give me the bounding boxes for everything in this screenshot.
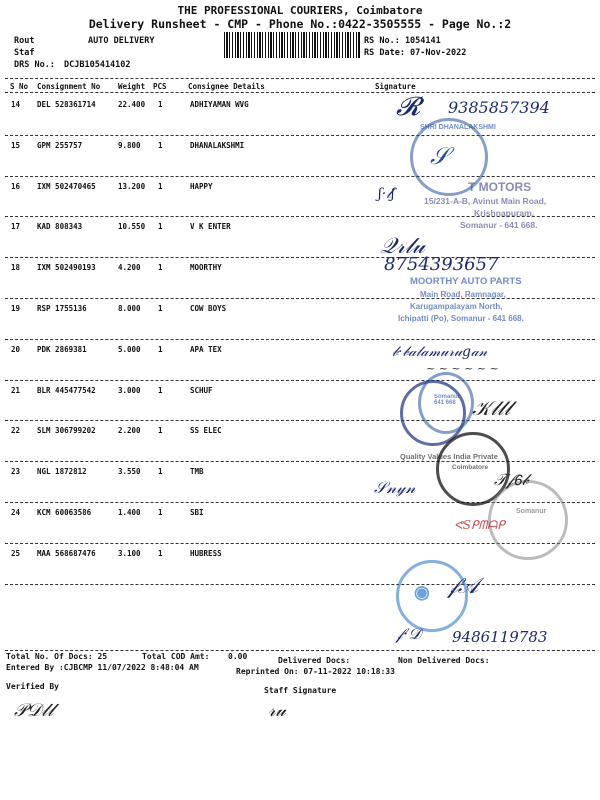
row-weight: 3.000: [118, 385, 141, 395]
col-sno: S No: [10, 82, 29, 91]
route-value: AUTO DELIVERY: [88, 36, 155, 46]
row-weight: 3.100: [118, 548, 141, 558]
col-signature: Signature: [375, 82, 416, 91]
signature-scribble-19b: ~ ~ ~ ~ ~ ~: [426, 362, 499, 375]
row-pcs: 1: [158, 426, 163, 436]
stamp-moorthy-line1: MOORTHY AUTO PARTS: [410, 276, 522, 287]
row-consignment-no: DEL 528361714: [37, 100, 96, 109]
row-sno: 21: [11, 385, 21, 395]
row-sno: 25: [11, 548, 21, 558]
verified-by-label: Verified By: [6, 682, 59, 691]
row-pcs: 1: [158, 344, 163, 354]
signature-phone-14: 9385857394: [448, 98, 550, 117]
staff-label: Staf: [14, 48, 35, 58]
row-consignment-no: MAA 568687476: [37, 548, 96, 558]
barcode: [224, 32, 360, 58]
row-consignee: SBI: [190, 508, 204, 517]
row-weight: 22.400: [118, 100, 146, 109]
rs-date: RS Date: 07-Nov-2022: [364, 48, 467, 58]
signature-scribble-22b: 𝒯𝒻𝟨𝒷: [494, 470, 529, 489]
staff-signature-label: Staff Signature: [264, 686, 337, 695]
row-consignee: HAPPY: [190, 181, 213, 191]
signature-red-scribble-23: ᕙSᑭᗰᗩᑭ: [454, 518, 505, 532]
row-pcs: 1: [158, 304, 163, 313]
row-pcs: 1: [158, 508, 163, 517]
stamp-dhanalakshmi-sign: 𝒮: [430, 142, 449, 170]
row-consignment-no: SLM 306799202: [37, 426, 96, 436]
drs-label: DRS No.:: [14, 60, 55, 70]
row-weight: 2.200: [118, 426, 141, 436]
row-pcs: 1: [158, 467, 163, 477]
row-weight: 4.200: [118, 263, 141, 273]
row-consignment-no: IXM 502470465: [37, 181, 96, 191]
row-consignment-no: PDK 2869381: [37, 344, 87, 354]
signature-scribble-20: 𝒦𝓁𝓁𝓁: [472, 396, 511, 420]
row-sno: 18: [11, 263, 21, 273]
footer-separator: [5, 650, 595, 651]
row-weight: 9.800: [118, 140, 141, 150]
row-consignment-no: RSP 1755136: [37, 304, 87, 313]
signature-scribble-24: 𝒻𝒜: [448, 574, 479, 599]
row-consignment-no: IXM 502490193: [37, 263, 96, 273]
stamp-moorthy-line2: Main Road, Ramnagar,: [420, 290, 506, 299]
row-consignee: COW BOYS: [190, 304, 227, 313]
row-consignee: SCHUF: [190, 385, 213, 395]
row-pcs: 1: [158, 100, 163, 109]
col-weight: Weight: [118, 82, 146, 91]
row-sno: 19: [11, 304, 21, 313]
row-pcs: 1: [158, 385, 163, 395]
signature-scribble-22: 𝒮𝓃𝓎𝓃: [374, 478, 416, 497]
row-pcs: 1: [158, 222, 163, 232]
row-separator: [5, 380, 595, 381]
row-consignment-no: KAD 808343: [37, 222, 83, 232]
table-row: [0, 426, 600, 466]
stamp-motors-line4: Somanur - 641 668.: [460, 220, 538, 230]
stamp-motors-line2: 15/231-A-B, Avinut Main Road,: [424, 196, 547, 206]
row-weight: 3.550: [118, 467, 141, 477]
row-sno: 17: [11, 222, 21, 232]
row-sno: 24: [11, 508, 21, 517]
header-separator-top: [5, 78, 595, 79]
signature-scribble-14: 𝓡: [396, 92, 421, 122]
header-separator-bottom: [5, 92, 595, 93]
stamp-moorthy-line3: Karugampalayam North,: [410, 302, 503, 311]
stamp-quality-values-city: Coimbatore: [452, 464, 489, 471]
row-consignment-no: KCM 60063586: [37, 508, 92, 517]
row-consignee: DHANALAKSHMI: [190, 140, 245, 150]
table-row: [0, 304, 600, 344]
drs-value: DCJB105414102: [64, 60, 131, 70]
row-sno: 20: [11, 344, 21, 354]
company-title: THE PROFESSIONAL COURIERS, Coimbatore: [177, 4, 423, 17]
row-sno: 22: [11, 426, 21, 436]
total-cod-label: Total COD Amt:: [142, 652, 210, 661]
stamp-motors-line1: T MOTORS: [468, 180, 532, 194]
verified-by-signature: 𝒫𝒟𝓁𝓁: [14, 700, 54, 721]
col-consignee: Consignee Details: [188, 82, 265, 91]
row-weight: 13.200: [118, 181, 146, 191]
row-sno: 15: [11, 140, 21, 150]
runsheet-title: Delivery Runsheet - CMP - Phone No.:0422-3505555 - Page No.:2: [88, 17, 512, 31]
table-row: [0, 141, 600, 181]
total-cod-value: 0.00: [228, 652, 248, 661]
row-separator: [5, 584, 595, 585]
stamp-apatex-text: Somanur 641 668: [434, 394, 461, 406]
row-weight: 5.000: [118, 344, 141, 354]
row-consignment-no: BLR 445477542: [37, 385, 96, 395]
row-separator: [5, 135, 595, 136]
row-separator: [5, 176, 595, 177]
row-pcs: 1: [158, 181, 163, 191]
row-consignee: ADHIYAMAN WVG: [190, 100, 249, 109]
total-docs: Total No. Of Docs: 25: [6, 652, 108, 661]
row-sno: 16: [11, 181, 21, 191]
row-weight: 8.000: [118, 304, 141, 313]
signature-phone-25: 9486119783: [452, 628, 548, 646]
row-consignee: V K ENTER: [190, 222, 231, 232]
stamp-motors-line3: Krishnapuram,: [474, 208, 534, 218]
reprinted-on: Reprinted On: 07-11-2022 10:18:33: [236, 667, 395, 676]
row-separator: [5, 298, 595, 299]
stamp-dhanalakshmi-text: SHRI DHANALAKSHMI: [420, 124, 496, 131]
row-consignee: SS ELEC: [190, 426, 222, 436]
table-row: [0, 345, 600, 385]
row-consignee: MOORTHY: [190, 263, 222, 273]
signature-scribble-25: 𝒻·𝒟: [396, 624, 421, 643]
row-separator: [5, 339, 595, 340]
stamp-quality-values-text: Quality Values India Private: [400, 452, 498, 461]
delivered-docs: Delivered Docs:: [278, 656, 351, 665]
row-sno: 14: [11, 100, 21, 109]
row-sno: 23: [11, 467, 21, 477]
row-pcs: 1: [158, 140, 163, 150]
row-pcs: 1: [158, 548, 163, 558]
row-pcs: 1: [158, 263, 163, 273]
col-consignment: Consignment No: [37, 82, 101, 91]
row-consignee: APA TEX: [190, 344, 222, 354]
staff-signature-scribble: 𝓇𝓊: [268, 700, 286, 721]
stamp-somanur-text: Somanur: [516, 508, 547, 515]
row-consignment-no: GPM 255757: [37, 140, 83, 150]
row-consignee: TMB: [190, 467, 204, 477]
signature-scribble-19: 𝒷·𝒷𝒶𝓁𝒶𝓂𝓊𝓇𝓊𝑔𝒶𝓃: [392, 344, 488, 360]
row-weight: 10.550: [118, 222, 146, 232]
row-separator: [5, 420, 595, 421]
row-weight: 1.400: [118, 508, 141, 517]
row-separator: [5, 257, 595, 258]
sbi-logo-icon: ◉: [414, 582, 430, 602]
entered-by: Entered By :CJBCMP 11/07/2022 8:48:04 AM: [6, 663, 199, 672]
non-delivered-docs: Non Delivered Docs:: [398, 656, 490, 665]
stamp-moorthy-line4: Ichipatti (Po), Somanur - 641 668.: [398, 314, 524, 323]
signature-scribble-17: 𝒬𝓇𝓁𝓊: [380, 234, 425, 259]
signature-phone-17: 8754393657: [384, 254, 499, 275]
col-pcs: PCS: [153, 82, 167, 91]
row-consignee: HUBRESS: [190, 548, 222, 558]
row-consignment-no: NGL 1872812: [37, 467, 87, 477]
signature-scribble-16: ʃ·𝓁ʃ: [378, 186, 395, 202]
rs-number: RS No.: 1054141: [364, 36, 441, 46]
route-label: Rout: [14, 36, 35, 46]
